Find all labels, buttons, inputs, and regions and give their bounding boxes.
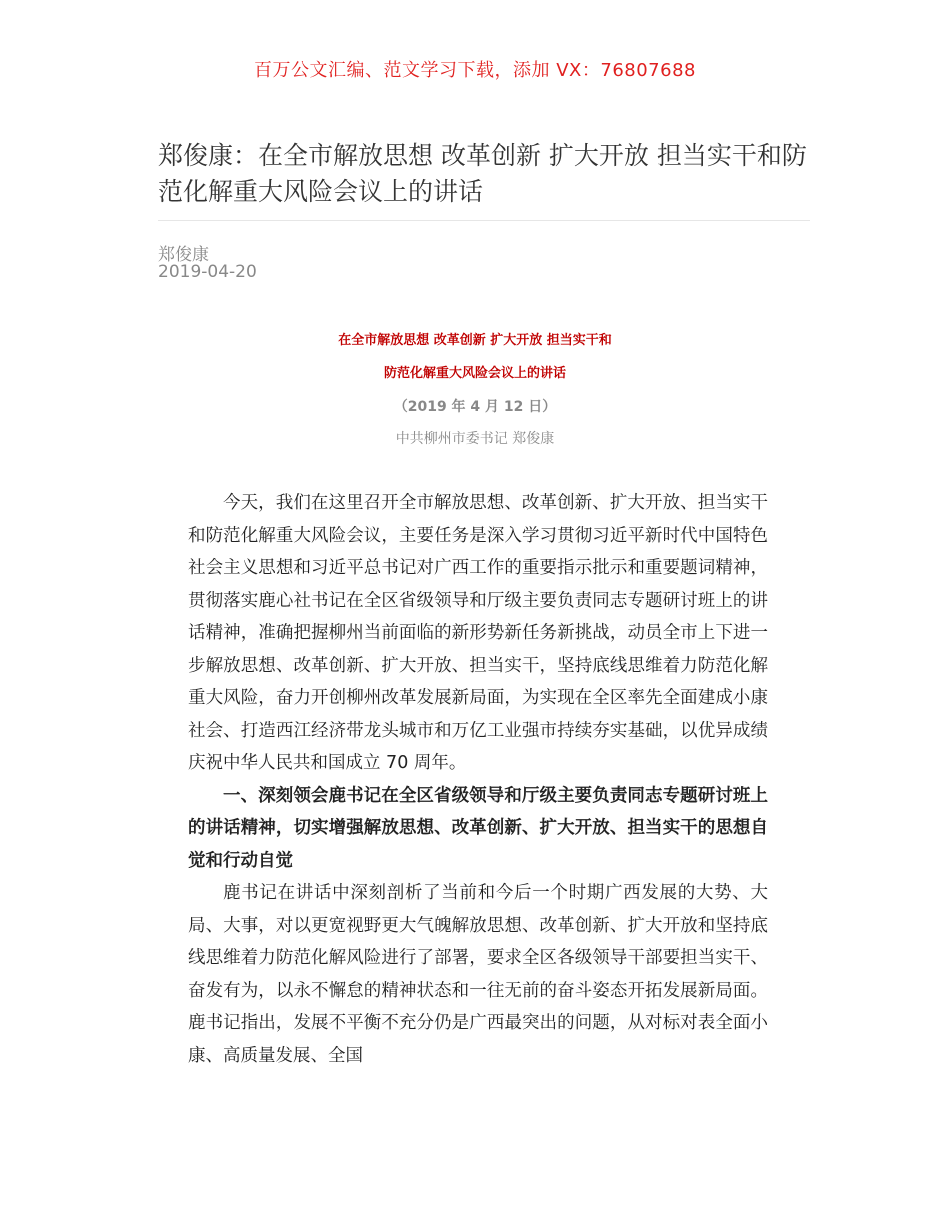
body-paragraph: 鹿书记在讲话中深刻剖析了当前和今后一个时期广西发展的大势、大局、大事，对以更宽视野更大气魄解放思想、改革创新、扩大开放和坚持底线思维着力防范化解风险进行了部署，要求全区各级领导干部要担当实干、奋发有为，以永不懈怠的精神状态和一往无前的奋斗姿态开拓发展新局面。鹿书记指出，发展不平衡不充分仍是广西最突出的问题，从对标对表全面小康、高质量发展、全国 (188, 883, 768, 1066)
speech-title-line-2: 防范化解重大风险会议上的讲话 (383, 366, 566, 381)
article-author: 郑俊康 (158, 245, 209, 265)
speech-speaker: 中共柳州市委书记 郑俊康 (395, 431, 555, 447)
article-title: 郑俊康：在全市解放思想 改革创新 扩大开放 担当实干和防范化解重大风险会议上的讲话 (158, 141, 807, 206)
section-heading: 一、深刻领会鹿书记在全区省级领导和厅级主要负责同志专题研讨班上的讲话精神，切实增强解放思想、改革创新、扩大开放、担当实干的思想自觉和行动自觉 (188, 785, 768, 871)
body-paragraph: 今天，我们在这里召开全市解放思想、改革创新、扩大开放、担当实干和防范化解重大风险会议，主要任务是深入学习贯彻习近平新时代中国特色社会主义思想和习近平总书记对广西工作的重要指示批示和重要题词精神，贯彻落实鹿心社书记在全区省级领导和厅级主要负责同志专题研讨班上的讲话精神，准确把握柳州当前面临的新形势新任务新挑战，动员全市上下进一步解放思想、改革创新、扩大开放、担当实干，坚持底线思维着力防范化解重大风险，奋力开创柳州改革发展新局面，为实现在全区率先全面建成小康社会、打造西江经济带龙头城市和万亿工业强市持续夯实基础，以优异成绩庆祝中华人民共和国成立 70 周年。 (188, 493, 768, 773)
speech-header (0, 330, 950, 450)
article-date: 2019-04-20 (158, 262, 257, 282)
speech-title-line-1: 在全市解放思想 改革创新 扩大开放 担当实干和 (338, 333, 612, 348)
article-body (188, 487, 768, 1072)
speech-date: （2019 年 4 月 12 日） (393, 399, 557, 415)
title-divider (158, 220, 810, 221)
promo-banner: 百万公文汇编、范文学习下载，添加 VX：76807688 (254, 60, 696, 81)
